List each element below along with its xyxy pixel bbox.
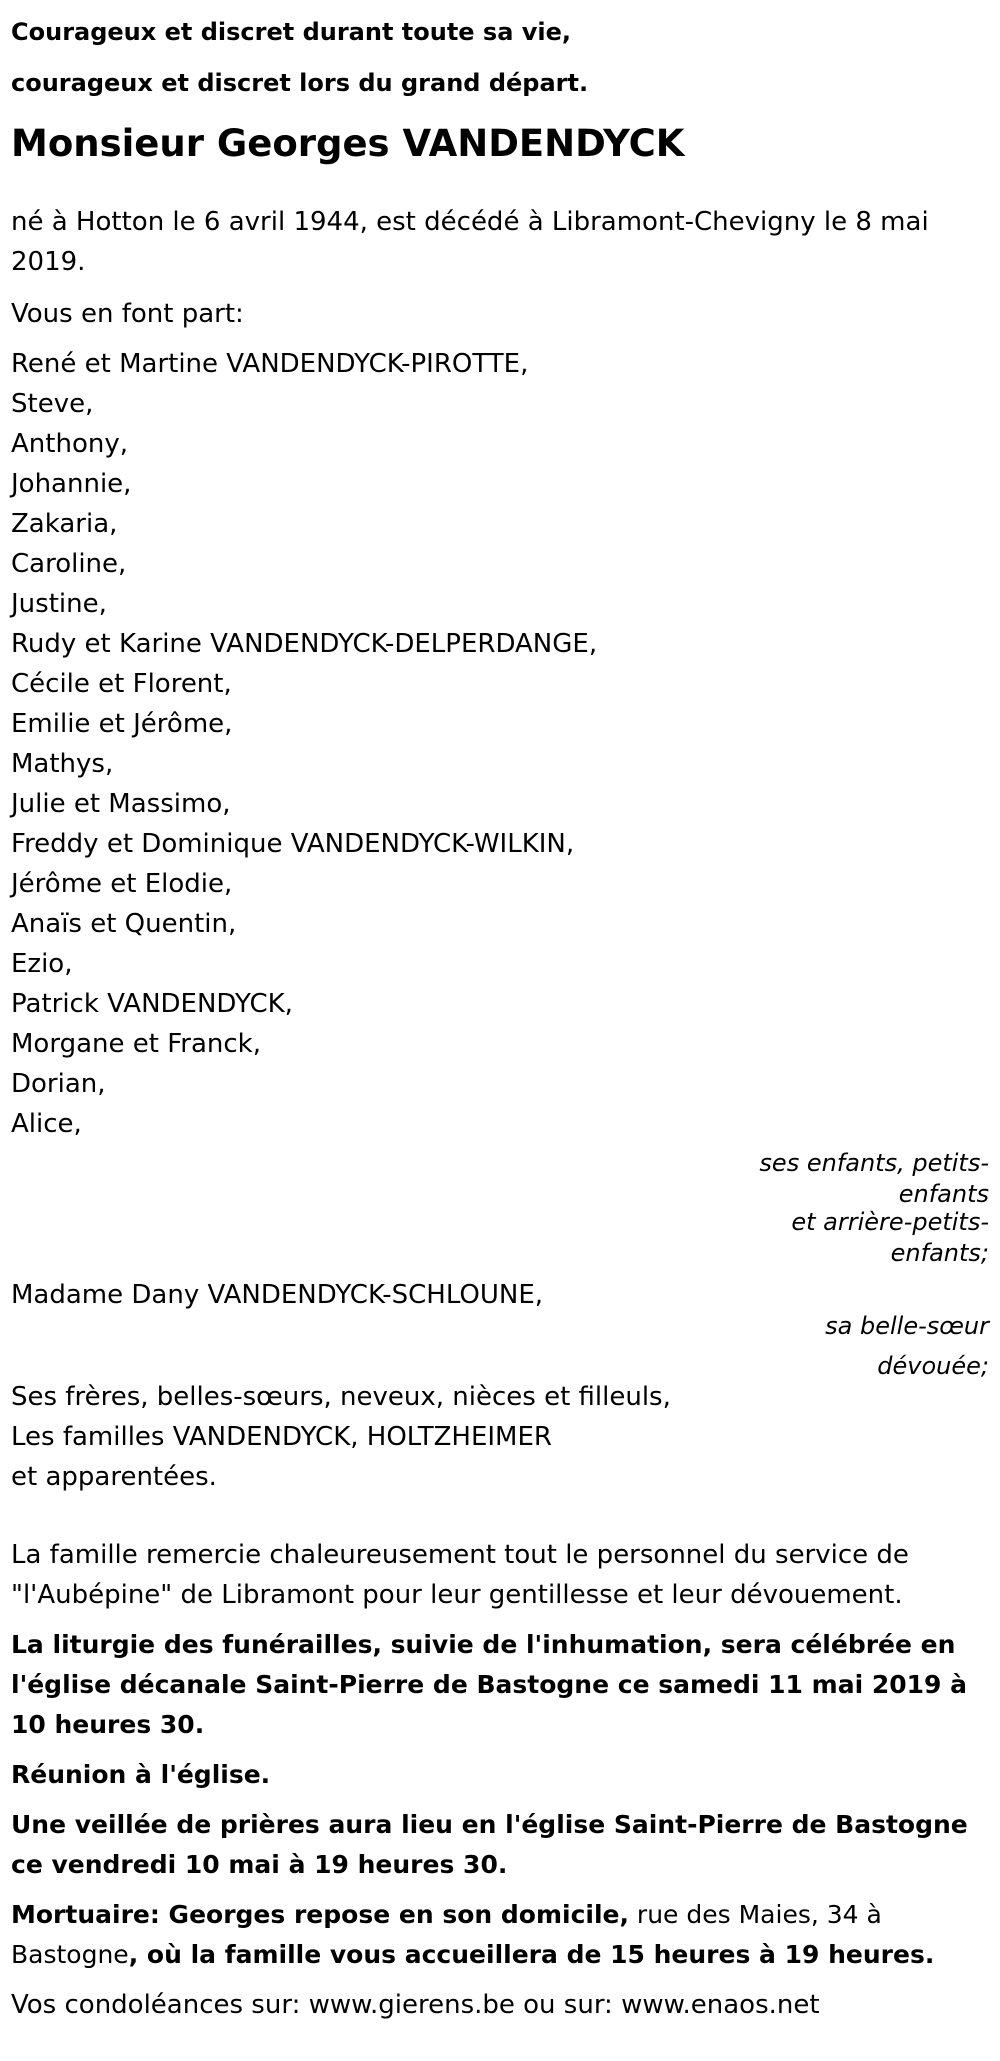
mortuary-address: rue des Maies, 34 à Bastogne	[11, 1900, 882, 1969]
obituary-page	[0, 7, 1000, 2061]
sister-in-law-name: Madame Dany VANDENDYCK-SCHLOUNE,	[11, 1280, 544, 1310]
family-member: Ezio,	[11, 949, 73, 979]
family-member: Steve,	[11, 389, 94, 419]
mortuary-label: Mortuaire: Georges repose en son domicile,	[11, 1900, 629, 1929]
family-member: Anthony,	[11, 429, 128, 459]
mortuary-visiting-hours: , où la famille vous accueillera de 15 heures à 19 heures.	[128, 1940, 935, 1969]
epigraph	[11, 7, 989, 109]
other-relatives-line: et apparentées.	[11, 1462, 217, 1492]
family-member: Dorian,	[11, 1069, 106, 1099]
family-member: Anaïs et Quentin,	[11, 909, 237, 939]
children-relation-line-2: et arrière-petits-enfants;	[791, 1208, 989, 1267]
mortuary-paragraph	[11, 1895, 989, 1975]
family-member: Jérôme et Elodie,	[11, 869, 233, 899]
deceased-name: Monsieur Georges VANDENDYCK	[11, 122, 685, 165]
family-member: Morgane et Franck,	[11, 1029, 261, 1059]
liturgy-paragraph: La liturgie des funérailles, suivie de l'inhumation, sera célébrée en l'église décanale Saint-Pierre de Bastogne ce samedi 11 mai 2019 à 10 heures 30.	[11, 1630, 968, 1739]
family-member: Caroline,	[11, 549, 127, 579]
announcement-intro: Vous en font part:	[11, 299, 244, 329]
sister-in-law-relation: sa belle-sœur dévouée;	[825, 1312, 989, 1380]
family-member: Zakaria,	[11, 509, 118, 539]
family-member: Julie et Massimo,	[11, 789, 231, 819]
reunion-paragraph: Réunion à l'église.	[11, 1760, 271, 1789]
sister-in-law-block	[11, 1275, 989, 1380]
other-relatives	[11, 1377, 989, 1497]
family-member: Rudy et Karine VANDENDYCK-DELPERDANGE,	[11, 629, 598, 659]
other-relatives-line: Ses frères, belles-sœurs, neveux, nièces et filleuls,	[11, 1382, 671, 1412]
family-member: Mathys,	[11, 749, 114, 779]
family-member: Cécile et Florent,	[11, 669, 232, 699]
family-member: Alice,	[11, 1109, 82, 1139]
family-member: René et Martine VANDENDYCK-PIROTTE,	[11, 349, 529, 379]
family-member: Freddy et Dominique VANDENDYCK-WILKIN,	[11, 829, 575, 859]
thanks-paragraph: La famille remercie chaleureusement tout le personnel du service de "l'Aubépine" de Libramont pour leur gentillesse et leur dévouement.	[11, 1540, 909, 1610]
children-relation	[729, 1148, 989, 1269]
epigraph-line-1: Courageux et discret durant toute sa vie,	[11, 18, 572, 46]
vigil-paragraph: Une veillée de prières aura lieu en l'église Saint-Pierre de Bastogne ce vendredi 10 mai à 19 heures 30.	[11, 1810, 968, 1879]
family-member: Justine,	[11, 589, 107, 619]
other-relatives-line: Les familles VANDENDYCK, HOLTZHEIMER	[11, 1422, 552, 1452]
epigraph-line-2: courageux et discret lors du grand départ.	[11, 69, 589, 97]
family-member: Patrick VANDENDYCK,	[11, 989, 293, 1019]
condolences-line: Vos condoléances sur: www.gierens.be ou sur: www.enaos.net	[11, 1990, 820, 2020]
birth-death-statement: né à Hotton le 6 avril 1944, est décédé à Libramont-Chevigny le 8 mai 2019.	[11, 207, 929, 277]
children-relation-line-1: ses enfants, petits-enfants	[759, 1149, 989, 1208]
family-member: Johannie,	[11, 469, 132, 499]
family-member: Emilie et Jérôme,	[11, 709, 233, 739]
family-list	[11, 344, 989, 1144]
